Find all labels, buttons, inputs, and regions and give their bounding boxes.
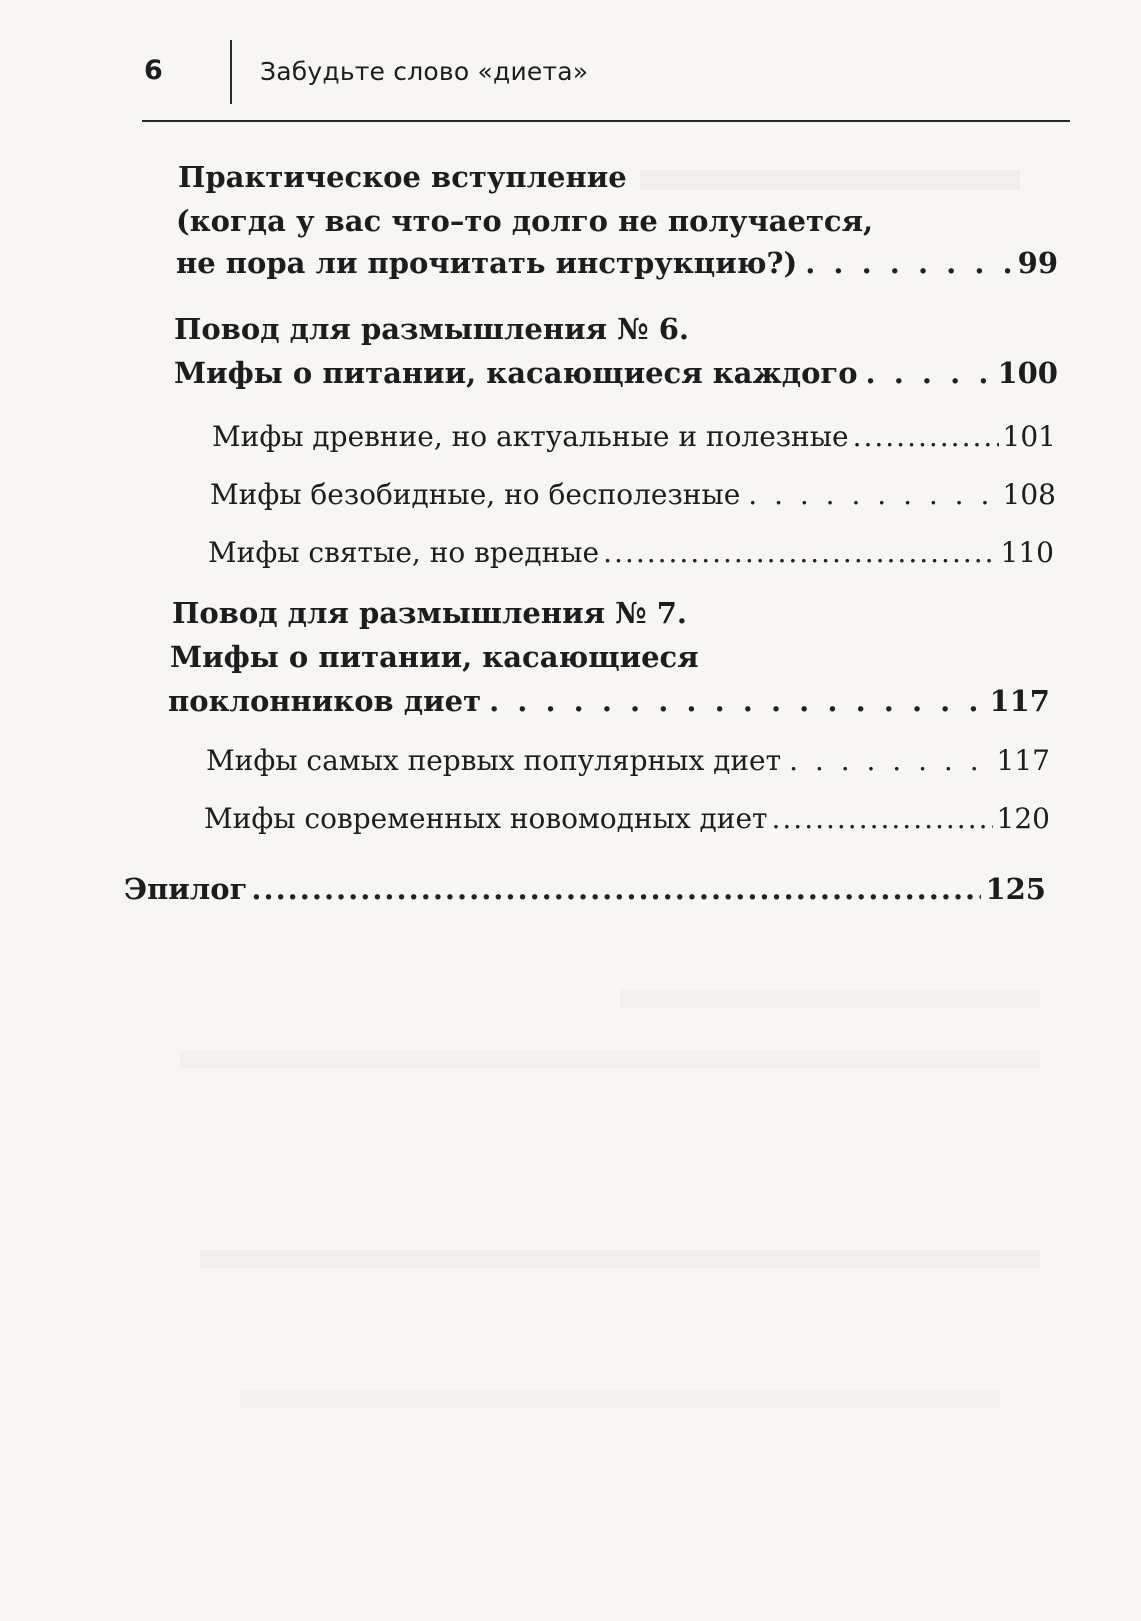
toc-reason6-item2 (210, 478, 1056, 511)
toc-reason7-line1 (172, 596, 687, 630)
toc-entry-text: Мифы самых первых популярных диет (206, 744, 782, 777)
toc-entry-text: Практическое вступление (178, 160, 627, 194)
toc-page-number: 117 (989, 684, 1050, 718)
toc-page-number: 100 (997, 356, 1058, 390)
bleed-through-mark (180, 1050, 1040, 1068)
dot-leader (866, 356, 992, 390)
toc-practical-intro-line3 (176, 246, 1058, 280)
toc-reason6-item1 (212, 420, 1056, 453)
toc-entry-text: Мифы древние, но актуальные и полезные (212, 420, 849, 453)
running-title: Забудьте слово «диета» (260, 57, 589, 86)
toc-reason7-line2 (170, 640, 699, 674)
toc-page-number: 108 (1002, 478, 1056, 511)
bleed-through-mark (640, 170, 1020, 190)
toc-page-number: 125 (985, 872, 1046, 906)
toc-reason7-item2 (204, 802, 1050, 835)
header-rule (142, 120, 1070, 122)
bleed-through-mark (620, 990, 1040, 1008)
toc-entry-text: Мифы святые, но вредные (208, 536, 600, 569)
dot-leader (489, 684, 983, 718)
toc-page-number: 110 (1000, 536, 1054, 569)
running-header (142, 40, 1070, 124)
toc-entry-text: Повод для размышления № 7. (172, 596, 687, 630)
dot-leader (251, 872, 981, 906)
toc-entry-text: поклонников диет (168, 684, 482, 718)
bleed-through-mark (240, 1390, 1000, 1408)
toc-entry-text: Мифы безобидные, но бесполезные (210, 478, 741, 511)
toc-entry-text: Эпилог (124, 872, 248, 906)
page-number: 6 (144, 55, 163, 86)
toc-entry-text: Повод для размышления № 6. (174, 312, 689, 346)
dot-leader (748, 478, 996, 511)
dot-leader (805, 246, 1011, 280)
toc-page-number: 101 (1002, 420, 1056, 453)
dot-leader (603, 536, 996, 569)
toc-entry-text: Мифы о питании, касающиеся каждого (174, 356, 858, 390)
dot-leader (772, 802, 993, 835)
toc-practical-intro-line1 (178, 160, 627, 194)
toc-entry-text: Мифы о питании, касающиеся (170, 640, 699, 674)
toc-reason6-line1 (174, 312, 689, 346)
toc-page-number: 117 (996, 744, 1050, 777)
toc-page-number: 120 (996, 802, 1050, 835)
dot-leader (853, 420, 999, 453)
toc-reason6-line2 (174, 356, 1058, 390)
toc-practical-intro-line2 (176, 204, 873, 238)
toc-page-number: 99 (1017, 246, 1058, 280)
dot-leader (789, 744, 990, 777)
toc-reason7-line3 (168, 684, 1050, 718)
toc-entry-text: Мифы современных новомодных диет (204, 802, 768, 835)
toc-reason7-item1 (206, 744, 1050, 777)
header-vertical-divider (230, 40, 232, 104)
toc-entry-text: не пора ли прочитать инструкцию?) (176, 246, 798, 280)
bleed-through-mark (200, 1250, 1040, 1268)
toc-epilogue (124, 872, 1046, 906)
toc-entry-text: (когда у вас что–то долго не получается, (176, 204, 874, 238)
toc-reason6-item3 (208, 536, 1054, 569)
